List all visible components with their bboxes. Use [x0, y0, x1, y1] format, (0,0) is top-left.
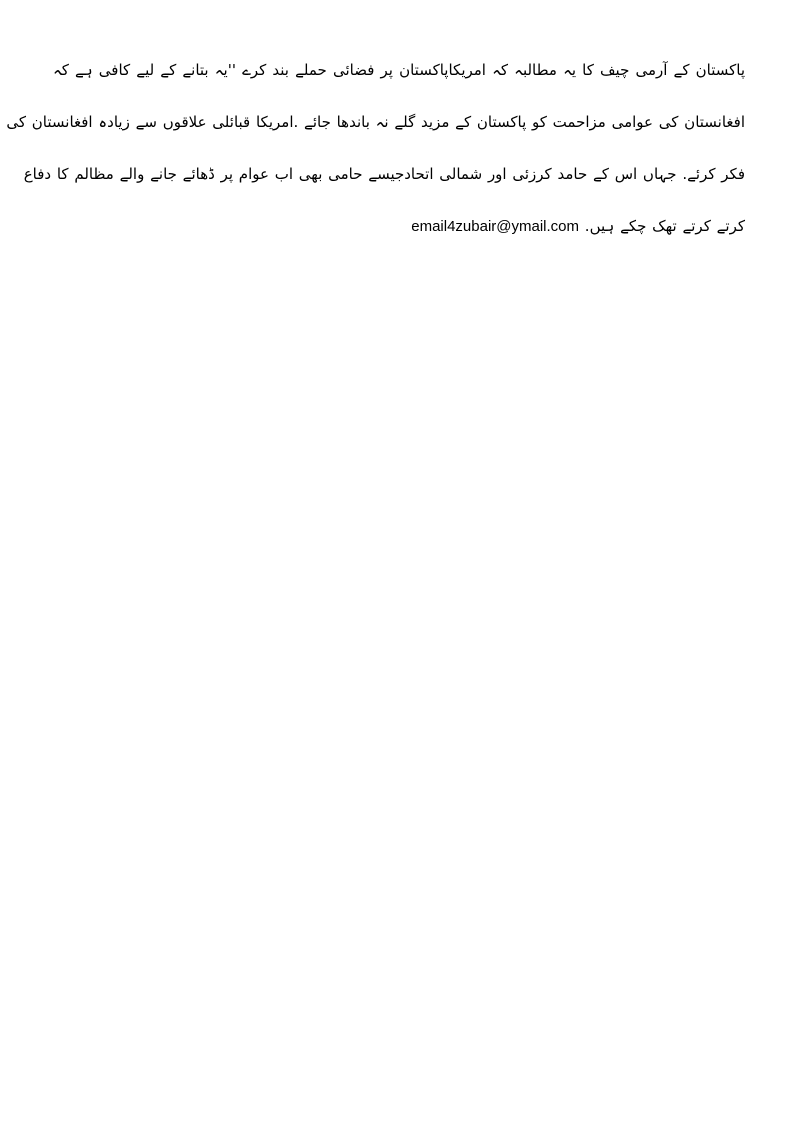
paragraph-line-2: افغانستان کی عوامی مزاحمت کو پاکستان کے مزید گلے نہ باندھا جائے .امریکا قبائلی علاقوں سے زیادہ افغانستان کی — [6, 113, 745, 131]
paragraph-line-3: فکر کرئے. جہاں اس کے حامد کرزئی اور شمالی اتحادجیسے حامی بھی اب عوام پر ڈھائے جانے والے مظالم کا دفاع — [23, 165, 745, 183]
author-email: email4zubair@ymail.com — [411, 218, 580, 235]
paragraph-line-1: پاکستان کے آرمی چیف کا یہ مطالبہ کہ امریکاپاکستان پر فضائی حملے بند کرے ''یہ بتانے کے لیے کافی ہے کہ — [53, 61, 745, 79]
closing-sentence: کرتے کرتے تھک چکے ہیں. — [584, 217, 745, 235]
paragraph-line-4 — [53, 200, 745, 253]
article-paragraph — [6, 44, 745, 253]
